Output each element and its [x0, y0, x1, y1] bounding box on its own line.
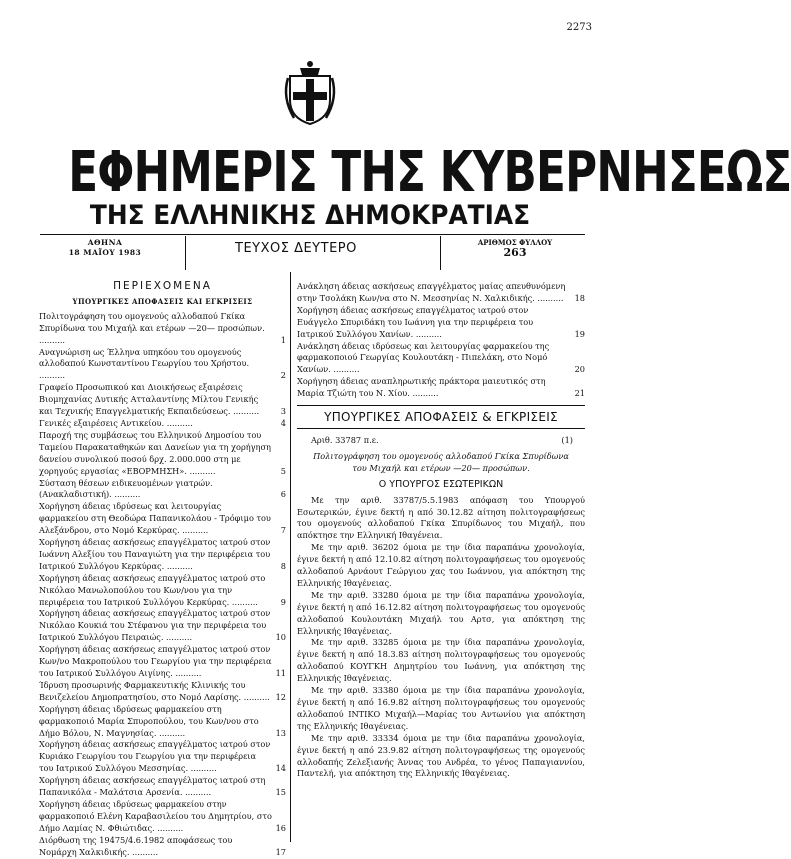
contents-entry-page: 12 — [275, 691, 286, 702]
contents-entry — [39, 572, 286, 609]
page-number: 2273 — [566, 22, 592, 33]
gazette-title: ΕΦΗΜΕΡΙΣ ΤΗΣ ΚΥΒΕΡΝΗΣΕΩΣ — [68, 140, 791, 205]
contents-entry-text: Αναγνώριση ως Έλληνα υπηκόου του ομογενούς αλλοδαπού Κωνσταντίνου Γεωργίου του Χρήστου. .......... — [39, 346, 250, 381]
contents-entry-text: Πολιτογράφηση του ομογενούς αλλοδαπού Γκίκα Σπυρίδωνα του Μιχαήλ και ετέρων —20— προσώπων. .......... — [39, 310, 265, 345]
issue-series: ΤΕΥΧΟΣ ΔΕΥΤΕΡΟ — [235, 241, 357, 256]
contents-entry-page: 15 — [275, 787, 286, 798]
body-column — [297, 281, 585, 780]
contents-entry-page: 8 — [280, 560, 286, 571]
contents-entry-text: Χορήγηση άδειας ασκήσεως επαγγέλματος ιατρού στη Παπανικόλα - Μαλάτσια Αρσενία. .......... — [39, 775, 266, 798]
decision-paragraph: Με την αριθ. 36202 όμοια με την ίδια παραπάνω χρονολογία, έγινε δεκτή η από 12.10.82 αίτηση πολιτογραφήσεως του ομογενούς αλλοδαπού Αρνάουτ Γεώργιου χας του Ιωάννου, για απόκτηση της Ελληνικής Ιθαγένειας. — [297, 542, 585, 588]
contents-entry-page: 20 — [574, 364, 585, 375]
contents-entry-text: Ίδρυση προσωρινής Φαρμακευτικής Κλινικής του Βενιζελείου Δημοπρατησίου, στο Νομό Λαρίσης. .......... — [39, 679, 270, 702]
greek-coat-of-arms-emblem — [280, 58, 340, 128]
contents-entry-page: 13 — [275, 727, 286, 738]
header-divider-right — [440, 236, 441, 270]
contents-entry-text: Χορήγηση άδειας ασκήσεως επαγγέλματος ιατρού στον Ιωάννη Αλεξίου του Παναγιώτη για την περιφέρεια του Ιατρικού Συλλόγου Κερκύρας. .......... — [39, 537, 271, 571]
contents-entry — [39, 608, 286, 644]
body-heading-rule — [297, 428, 585, 429]
contents-entry-page: 21 — [574, 388, 585, 399]
contents-entry — [39, 679, 286, 704]
contents-entry — [39, 798, 286, 835]
contents-entry — [297, 376, 585, 400]
issue-header-row — [45, 238, 580, 268]
contents-entry — [39, 346, 286, 383]
contents-entry-page: 18 — [574, 292, 585, 303]
contents-entry-text: Γραφείο Προσωπικού και Διοικήσεως εξαιρέσεις Βιομηχανίας Δυτικής Ατταλαντίνης Μίλτου Γενικής και Τεχνικής Επαγγελματικής Εκπαιδεύσεως. .......... — [39, 382, 260, 417]
decision-number: (1) — [561, 434, 573, 445]
contents-entry — [39, 703, 286, 740]
contents-entry-page: 7 — [280, 525, 286, 536]
contents-entry-text: Χορήγηση άδειας ασκήσεως επαγγέλματος ιατρού στον Κυριάκο Γεωργίου του Γεωργίου για την περιφέρεια του Ιατρικού Συλλόγου Μεσσηνίας. .......... — [39, 739, 271, 774]
contents-entry — [39, 429, 286, 478]
contents-entry — [39, 834, 286, 859]
contents-column — [39, 281, 286, 859]
contents-entry-text: Χορήγηση άδειας ιδρύσεως και λειτουργίας φαρμακείου στη Θεοδώρα Παπανικολάου - Τρόφιμο του Αλεξάνδρου, στο Νομό Κερκύρας. .......... — [39, 501, 271, 536]
contents-entry — [297, 340, 585, 377]
contents-entry — [297, 281, 585, 305]
issue-sheet — [455, 238, 575, 258]
contents-entry-text: Ανάκληση άδειας ασκήσεως επαγγέλματος μαίας απευθυνόμενη στην Τσολάκη Κων/να στο Ν. Μεσσηνίας Ν. Χαλκιδικής. .......... — [297, 281, 566, 303]
contents-entry-text: Χορήγηση άδειας ασκήσεως επαγγέλματος ιατρού στον Νικόλαο Κουκιά του Στέφανου για την περιφέρεια του Ιατρικού Συλλόγου Πειραιώς. .......... — [39, 608, 271, 643]
contents-entry-page: 10 — [275, 632, 286, 643]
contents-entry-text: Διόρθωση της 19475/4.6.1982 αποφάσεως του Νομάρχη Χαλκιδικής. .......... — [39, 834, 233, 857]
contents-entry — [39, 644, 286, 680]
body-top-rule — [297, 405, 585, 406]
contents-entry — [39, 477, 286, 502]
contents-entry-text: Χορήγηση άδειας ασκήσεως επαγγέλματος ιατρού στον Κων/νο Μακροπούλου του Γεωργίου για την περιφέρεια του Ιατρικού Συλλόγου Αιγίνης. .......... — [39, 644, 272, 678]
contents-entry-text: Σύσταση θέσεων ειδικευομένων γιατρών. (Ανακλαδιστική). .......... — [39, 477, 213, 500]
contents-entry-page: 9 — [280, 596, 286, 607]
contents-entry-text: Χορήγηση άδειας ασκήσεως επαγγέλματος ιατρού στον Ευάγγελο Σπυριδάκη του Ιωάννη για την περιφέρεια του Ιατρικού Συλλόγου Χανίων. .......... — [297, 304, 534, 339]
contents-entry-text: Χορήγηση άδειας ασκήσεως επαγγέλματος ιατρού στο Νικόλαο Μανωλοπούλου του Κων/νου για την περιφέρεια του Ιατρικού Συλλόγου Κερκύρας. .......... — [39, 572, 266, 607]
sheet-number: 263 — [503, 246, 527, 259]
decision-paragraph: Με την αριθ. 33787/5.5.1983 απόφαση του Υπουργού Εσωτερικών, έγινε δεκτή η από 30.12.82 αίτηση πολιτογραφήσεως του ομογενούς αλλοδαπού Γκίκα Σπυρίδωνος του Μιχαήλ, που απόκτησε την Ελληνική Ιθαγένεια. — [297, 494, 585, 541]
contents-entry-page: 6 — [280, 489, 286, 500]
contents-entry-page: 14 — [275, 763, 286, 774]
contents-entry-page: 11 — [275, 668, 286, 678]
decision-ref-row — [311, 435, 573, 447]
contents-entry — [39, 501, 286, 537]
issue-city: ΑΘΗΝΑ — [87, 238, 123, 247]
sheet-label: ΑΡΙΘΜΟΣ ΦΥΛΛΟΥ — [477, 238, 553, 247]
contents-list-continued — [297, 281, 585, 400]
decision-paragraph: Με την αριθ. 33334 όμοια με την ίδια παραπάνω χρονολογία, έγινε δεκτή η από 23.9.82 αίτηση πολιτογραφήσεως της ομογενούς αλλοδαπής Ζελεξιανής Άννας του Ανδρέα, το γένος Παπαγιαννίου, Παντελή, για απόκτηση της Ελληνικής Ιθαγένειας. — [297, 732, 585, 779]
contents-entry-page: 3 — [280, 406, 286, 417]
header-divider-left — [185, 236, 186, 270]
gazette-subtitle: ΤΗΣ ΕΛΛΗΝΙΚΗΣ ΔΗΜΟΚΡΑΤΙΑΣ — [89, 200, 531, 231]
contents-entry-page: 19 — [574, 328, 585, 339]
issuing-ministry: Ο ΥΠΟΥΡΓΟΣ ΕΣΩΤΕΡΙΚΩΝ — [378, 478, 504, 490]
contents-entry — [39, 775, 286, 799]
contents-section-heading: ΥΠΟΥΡΓΙΚΕΣ ΑΠΟΦΑΣΕΙΣ ΚΑΙ ΕΓΚΡΙΣΕΙΣ — [72, 296, 253, 306]
decision-ref: Αριθ. 33787 π.ε. — [311, 434, 379, 445]
contents-entry-text: Ανάκληση άδειας ιδρύσεως και λειτουργίας φαρμακείου της φαρμακοποιού Γεωργίας Κουλουτάκη - Πιπελάκη, στο Νομό Χανίων. .......... — [297, 340, 550, 375]
contents-entry-page: 17 — [275, 846, 286, 857]
body-section-heading: ΥΠΟΥΡΓΙΚΕΣ ΑΠΟΦΑΣΕΙΣ & ΕΓΚΡΙΣΕΙΣ — [324, 410, 558, 425]
contents-entry — [297, 304, 585, 341]
contents-entry-page: 4 — [280, 417, 286, 428]
contents-entry — [39, 537, 286, 573]
header-top-rule — [40, 234, 585, 235]
contents-entry-page: 1 — [280, 334, 286, 345]
issue-place-date — [45, 238, 165, 258]
issue-date: 18 ΜΑΪΟΥ 1983 — [68, 248, 142, 257]
contents-entry — [39, 310, 286, 347]
contents-entry-text: Γενικές εξαιρέσεις Αντικείου. .......... — [39, 417, 193, 428]
contents-entry-page: 2 — [280, 370, 286, 381]
contents-entry-page: 16 — [275, 822, 286, 833]
contents-heading: ΠΕΡΙΕΧΟΜΕΝΑ — [113, 280, 212, 292]
contents-entry — [39, 739, 286, 775]
contents-entry-text: Χορήγηση άδειας ιδρύσεως φαρμακείου στην φαρμακοποιό Ελένη Καραβασιλείου του Δημητρίου, στο Δήμο Λαμίας Ν. Φθιώτιδας. .......... — [39, 798, 272, 833]
contents-entry-text: Χορήγηση άδειας ιδρύσεως φαρμακείου στη φαρμακοποιό Μαρία Σπυροπούλου, του Κων/νου στο Δήμο Βόλου, Ν. Μαγνησίας. .......... — [39, 703, 259, 738]
contents-entry-text: Παροχή της συμβάσεως του Ελληνικού Δημοσίου του Ταμείου Παρακαταθηκών και Δανείων για τη χορήγηση δανείου συνολικού ποσού δρχ. 2.000.000 στη με χορηγούς εργασίας «ΕΒΟΡΜΗΣΗ». .......... — [39, 429, 271, 476]
contents-entry — [39, 382, 286, 418]
contents-entry-page: 5 — [280, 465, 286, 476]
contents-list — [39, 311, 286, 859]
column-divider — [290, 272, 291, 842]
contents-entry — [39, 417, 286, 430]
decision-body — [297, 495, 585, 781]
contents-entry-text: Χορήγηση άδειας αναπληρωτικής πράκτορα μαιευτικός στη Μαρία Τζιώτη του Ν. Χίου. .......... — [297, 376, 546, 399]
decision-paragraph: Με την αριθ. 33280 όμοια με την ίδια παραπάνω χρονολογία, έγινε δεκτή η από 16.12.82 αίτηση πολιτογραφήσεως του ομογενούς αλλοδαπού Κουλουτάκη Μιχαήλ του Αρτσ, για απόκτηση της Ελληνικής Ιθαγένειας. — [297, 589, 585, 636]
decision-title: Πολιτογράφηση του ομογενούς αλλοδαπού Γκίκα Σπυρίδωνα του Μιχαήλ και ετέρων —20— προσώπων. — [313, 450, 569, 473]
decision-paragraph: Με την αριθ. 33380 όμοια με την ίδια παραπάνω χρονολογία, έγινε δεκτή η από 16.9.82 αίτηση πολιτογραφήσεως του ομογενούς αλλοδαπού ΙΝΤΙΚΟ Μιχαήλ—Μαρίας του Αντωνίου για απόκτηση της Ελληνικής Ιθαγένειας. — [297, 685, 585, 731]
decision-paragraph: Με την αριθ. 33285 όμοια με την ίδια παραπάνω χρονολογία, έγινε δεκτή η από 18.3.83 αίτηση πολιτογραφήσεως του ομογενούς αλλοδαπού ΚΟΥΓΚΗ Δημητρίου του Ιωάννη, για απόκτηση της Ελληνικής Ιθαγένειας. — [297, 637, 585, 684]
